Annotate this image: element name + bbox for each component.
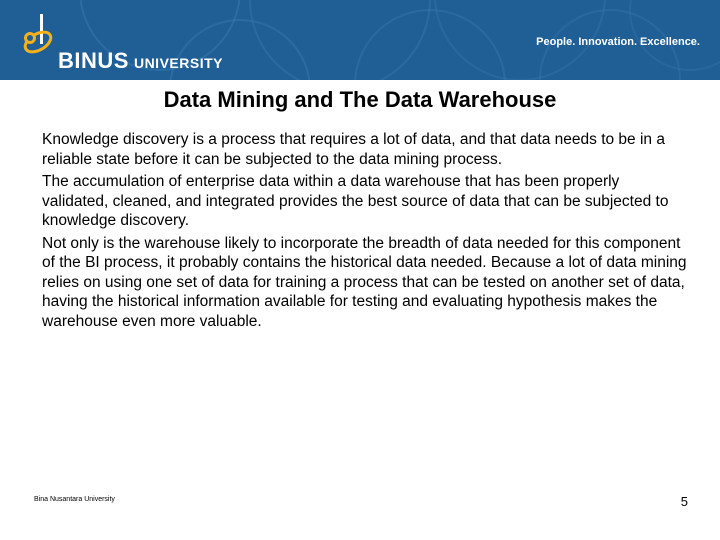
- paragraph: The accumulation of enterprise data within a data warehouse that has been properly validated, cleaned, and integrated provides the best source of data that can be subjected to knowledge discovery.: [42, 173, 669, 229]
- footer-organization: Bina Nusantara University: [34, 496, 115, 503]
- university-logo: [14, 12, 223, 73]
- page-number: 5: [680, 494, 688, 509]
- slide-title: Data Mining and The Data Warehouse: [163, 87, 557, 112]
- binus-logo-icon: [14, 12, 64, 72]
- slide-body: [42, 130, 687, 334]
- logo-suffix: UNIVERSITY: [133, 55, 223, 71]
- tagline: People. Innovation. Excellence.: [536, 36, 700, 48]
- paragraph: Not only is the warehouse likely to incorporate the breadth of data needed for this component of the BI process, it probably contains the historical data needed. Because a lot of data mining relies on using one set of data for training a process that can be tested on another set of data, having the historical information available for testing and evaluating hypothesis makes the warehouse even more valuable.: [42, 234, 687, 330]
- logo-wordmark: [58, 48, 223, 74]
- header-banner: [0, 0, 720, 80]
- logo-name: BINUS: [58, 48, 129, 73]
- paragraph: Knowledge discovery is a process that requires a lot of data, and that data needs to be in a reliable state before it can be subjected to the data mining process.: [42, 131, 665, 168]
